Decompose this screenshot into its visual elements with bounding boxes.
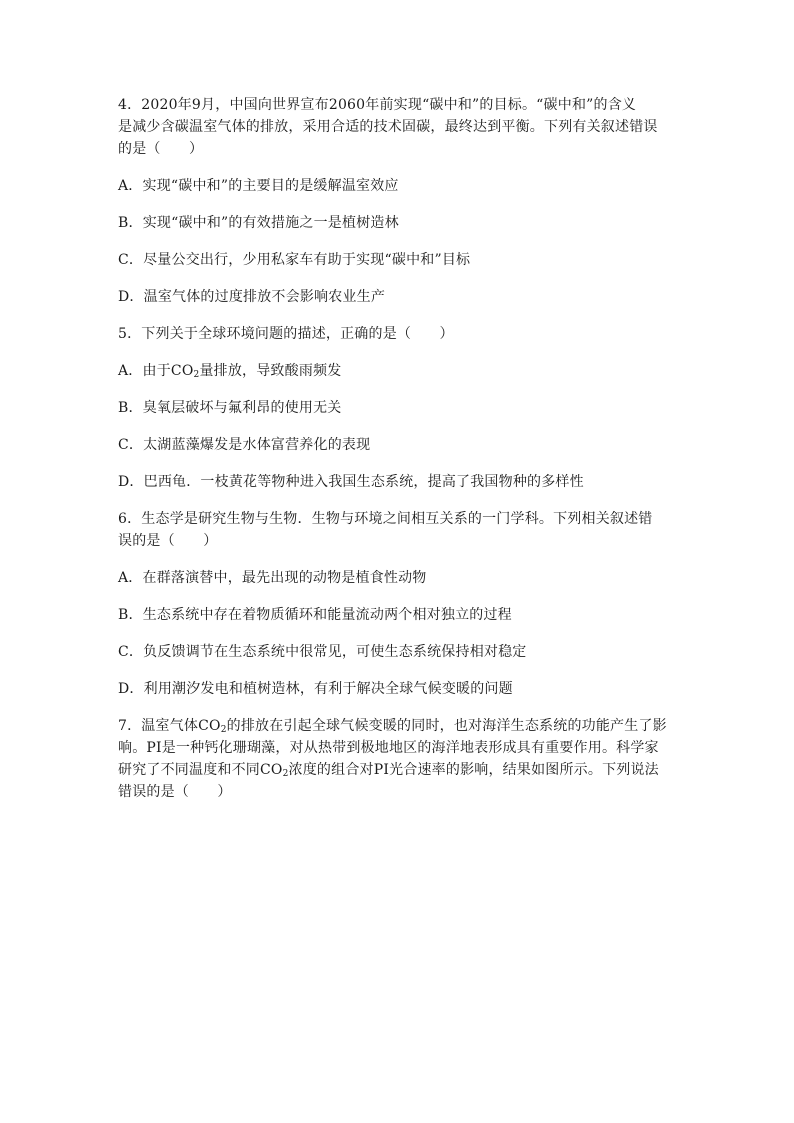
question-7-stem-line-4: 错误的是（ ） [118, 784, 232, 800]
question-6 [118, 508, 680, 552]
question-4-option-b: B．实现“碳中和”的有效措施之一是植树造林 [118, 215, 399, 231]
question-7-stem-line-2: 响。PI是一种钙化珊瑚藻，对从热带到极地地区的海洋地表形成具有重要作用。科学家 [118, 740, 659, 756]
question-5-option-c: C．太湖蓝藻爆发是水体富营养化的表现 [118, 437, 371, 453]
question-7-stem-line-1 [118, 715, 680, 737]
question-7-line-3-post: 浓度的组合对PI光合速率的影响，结果如图所示。下列说法 [288, 762, 659, 778]
question-7-line-1-post: 的排放在引起全球气候变暖的同时，也对海洋生态系统的功能产生了影 [226, 718, 667, 734]
question-6-stem-line-1: 6．生态学是研究生物与生物．生物与环境之间相互关系的一门学科。下列相关叙述错 [118, 511, 653, 527]
document-content [118, 94, 680, 818]
question-7-line-1-pre: 7．温室气体CO [118, 718, 221, 734]
question-7-stem-line-3 [118, 759, 680, 781]
question-5-option-a [118, 360, 680, 382]
question-5-option-d: D．巴西龟．一枝黄花等物种进入我国生态系统，提高了我国物种的多样性 [118, 474, 584, 490]
question-4-option-c: C．尽量公交出行，少用私家车有助于实现“碳中和”目标 [118, 252, 471, 268]
question-7 [118, 715, 680, 803]
question-5-option-a-pre: A．由于CO [118, 363, 194, 379]
question-5-stem-line-1: 5．下列关于全球环境问题的描述，正确的是（ ） [118, 326, 454, 342]
question-4 [118, 94, 680, 160]
question-5-option-a-post: 量排放，导致酸雨频发 [199, 363, 342, 379]
question-4-option-a: A．实现“碳中和”的主要目的是缓解温室效应 [118, 178, 399, 194]
question-7-line-3-pre: 研究了不同温度和不同CO [118, 762, 283, 778]
co2-subscript: 2 [282, 769, 289, 779]
question-4-option-d: D．温室气体的过度排放不会影响农业生产 [118, 289, 386, 305]
question-4-stem-line-1: 4．2020年9月，中国向世界宣布2060年前实现“碳中和”的目标。“碳中和”的含义 [118, 97, 637, 113]
co2-subscript: 2 [193, 370, 200, 380]
question-6-option-b: B．生态系统中存在着物质循环和能量流动两个相对独立的过程 [118, 607, 512, 623]
question-5-option-b: B．臭氧层破坏与氟利昂的使用无关 [118, 400, 342, 416]
question-5 [118, 323, 680, 345]
question-6-option-a: A．在群落演替中，最先出现的动物是植食性动物 [118, 570, 427, 586]
question-4-stem-line-2: 是减少含碳温室气体的排放，采用合适的技术固碳，最终达到平衡。下列有关叙述错误 [118, 119, 658, 135]
co2-subscript: 2 [220, 725, 227, 735]
question-6-option-c: C．负反馈调节在生态系统中很常见，可使生态系统保持相对稳定 [118, 644, 527, 660]
question-4-stem-line-3: 的是（ ） [118, 141, 204, 157]
question-6-stem-line-2: 误的是（ ） [118, 533, 218, 549]
question-6-option-d: D．利用潮汐发电和植树造林，有利于解决全球气候变暖的问题 [118, 681, 513, 697]
